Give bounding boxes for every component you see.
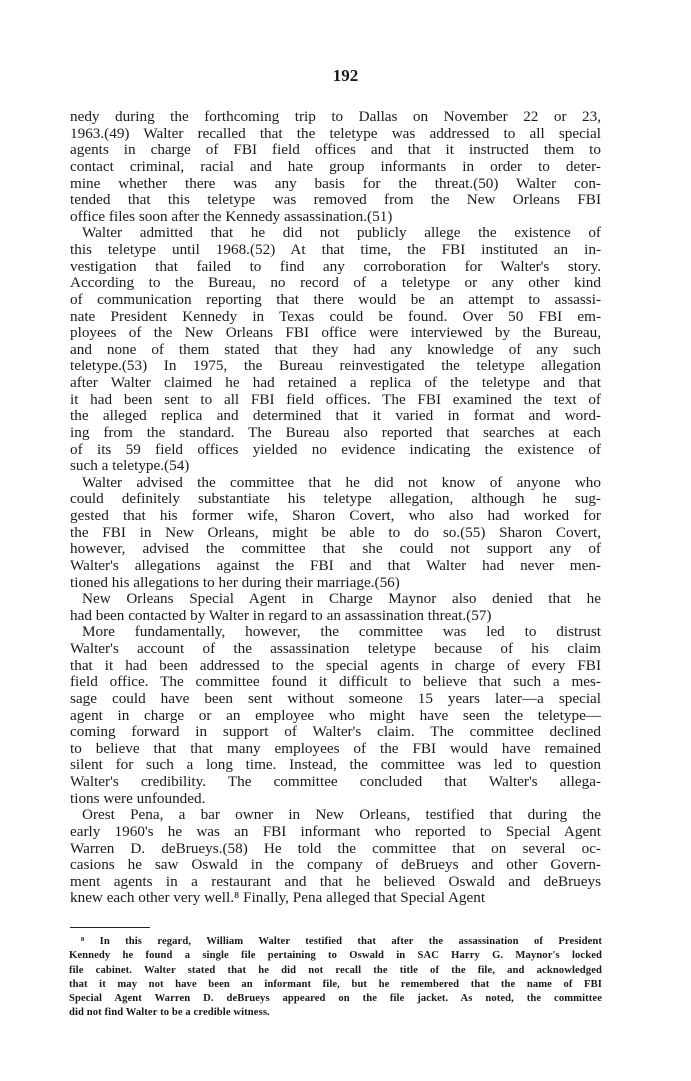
text-line: that it had been addressed to the special agents in charge of every FBI	[70, 656, 601, 674]
text-line: gested that his former wife, Sharon Covert, who also had worked for	[70, 507, 601, 524]
text-line: of its 59 field offices yielded no evidence indicating the existence of	[70, 440, 601, 458]
footnote-line: did not find Walter to be a credible witness.	[69, 1007, 270, 1019]
body-text	[70, 109, 601, 907]
text-line: Walter advised the committee that he did not know of anyone who	[82, 473, 601, 491]
paragraph	[70, 109, 601, 225]
text-line: According to the Bureau, no record of a teletype or any other kind	[70, 274, 601, 292]
text-line: the FBI in New Orleans, might be able to do so.(55) Sharon Covert,	[70, 523, 601, 541]
paragraph	[70, 225, 601, 474]
text-line: Walter's allegations against the FBI and that Walter had never men-	[70, 556, 601, 574]
text-line: Walter's account of the assassination teletype because of his claim	[70, 640, 601, 657]
text-line: agents in charge of FBI field offices and that it instructed them to	[70, 141, 601, 159]
footnote-line: file cabinet. Walter stated that he did not recall the title of the file, and acknowledged	[69, 964, 602, 976]
text-line: could definitely substantiate his teletype allegation, although he sug-	[70, 490, 601, 508]
text-line: contact criminal, racial and hate group informants in order to deter-	[70, 157, 601, 175]
text-line: however, advised the committee that she could not support any of	[70, 540, 601, 558]
text-line: ing from the standard. The Bureau also reported that searches at each	[70, 423, 601, 441]
text-line: to believe that that many employees of the FBI would have remained	[70, 739, 601, 757]
text-line: tended that this teletype was removed from the New Orleans FBI	[70, 191, 601, 209]
text-line: coming forward in support of Walter's claim. The committee declined	[70, 723, 601, 741]
text-line: and none of them stated that they had any knowledge of any such	[70, 340, 601, 358]
text-line: teletype.(53) In 1975, the Bureau reinvestigated the teletype allegation	[70, 357, 601, 375]
text-line: nedy during the forthcoming trip to Dallas on November 22 or 23,	[70, 108, 601, 125]
text-line: such a teletype.(54)	[70, 457, 190, 475]
text-line: office files soon after the Kennedy assassination.(51)	[70, 207, 393, 225]
footnote-line: Kennedy he found a single file pertaining to Oswald in SAC Harry G. Maynor's locked	[69, 950, 602, 962]
text-line: ment agents in a restaurant and that he believed Oswald and deBrueys	[70, 872, 601, 890]
text-line: early 1960's he was an FBI informant who reported to Special Agent	[70, 822, 601, 840]
text-line: Walter admitted that he did not publicly allege the existence of	[82, 224, 601, 242]
footnote	[69, 935, 602, 1021]
paragraph	[70, 475, 601, 591]
text-line: had been contacted by Walter in regard to an assassination threat.(57)	[70, 606, 492, 624]
footnote-line: ⁸ In this regard, William Walter testified that after the assassination of President	[81, 936, 602, 947]
text-line: agent in charge or an employee who might have seen the teletype—	[70, 706, 601, 724]
page-number: 192	[332, 66, 359, 85]
text-line: knew each other very well.⁸ Finally, Pena alleged that Special Agent	[70, 889, 486, 907]
text-line: Walter's credibility. The committee concluded that Walter's allega-	[70, 773, 601, 790]
text-line: of communication reporting that there would be an attempt to assassi-	[70, 290, 601, 308]
footnote-divider	[70, 927, 150, 928]
paragraph	[70, 591, 601, 624]
text-line: casions he saw Oswald in the company of deBrueys and other Govern-	[70, 856, 601, 874]
text-line: New Orleans Special Agent in Charge Maynor also denied that he	[82, 590, 601, 608]
text-line: the alleged replica and determined that it varied in format and word-	[70, 407, 601, 425]
text-line: vestigation that failed to find any corroboration for Walter's story.	[70, 257, 601, 275]
text-line: it had been sent to all FBI field offices. The FBI examined the text of	[70, 390, 601, 408]
footnote-line: that it may not have been an informant file, but he remembered that the name of FBI	[69, 978, 602, 990]
text-line: Warren D. deBrueys.(58) He told the committee that on several oc-	[70, 839, 601, 857]
footnote-line: Special Agent Warren D. deBrueys appeared on the file jacket. As noted, the committee	[69, 993, 602, 1005]
text-line: sage could have been sent without someone 15 years later—a special	[70, 689, 601, 707]
text-line: tioned his allegations to her during their marriage.(56)	[70, 573, 400, 591]
text-line: More fundamentally, however, the committee was led to distrust	[82, 623, 601, 641]
text-line: silent for such a long time. Instead, the committee was led to question	[70, 756, 601, 774]
text-line: Orest Pena, a bar owner in New Orleans, testified that during the	[82, 806, 601, 824]
text-line: mine whether there was any basis for the threat.(50) Walter con-	[70, 174, 601, 192]
text-line: ployees of the New Orleans FBI office were interviewed by the Bureau,	[70, 324, 601, 342]
paragraph	[70, 807, 601, 907]
text-line: tions were unfounded.	[70, 789, 206, 807]
text-line: 1963.(49) Walter recalled that the teletype was addressed to all special	[70, 124, 601, 142]
text-line: nate President Kennedy in Texas could be found. Over 50 FBI em-	[70, 307, 601, 325]
paragraph	[70, 624, 601, 807]
text-line: field office. The committee found it difficult to believe that such a mes-	[70, 673, 601, 691]
text-line: this teletype until 1968.(52) At that time, the FBI instituted an in-	[70, 241, 601, 258]
text-line: after Walter claimed he had retained a replica of the teletype and that	[70, 374, 601, 391]
